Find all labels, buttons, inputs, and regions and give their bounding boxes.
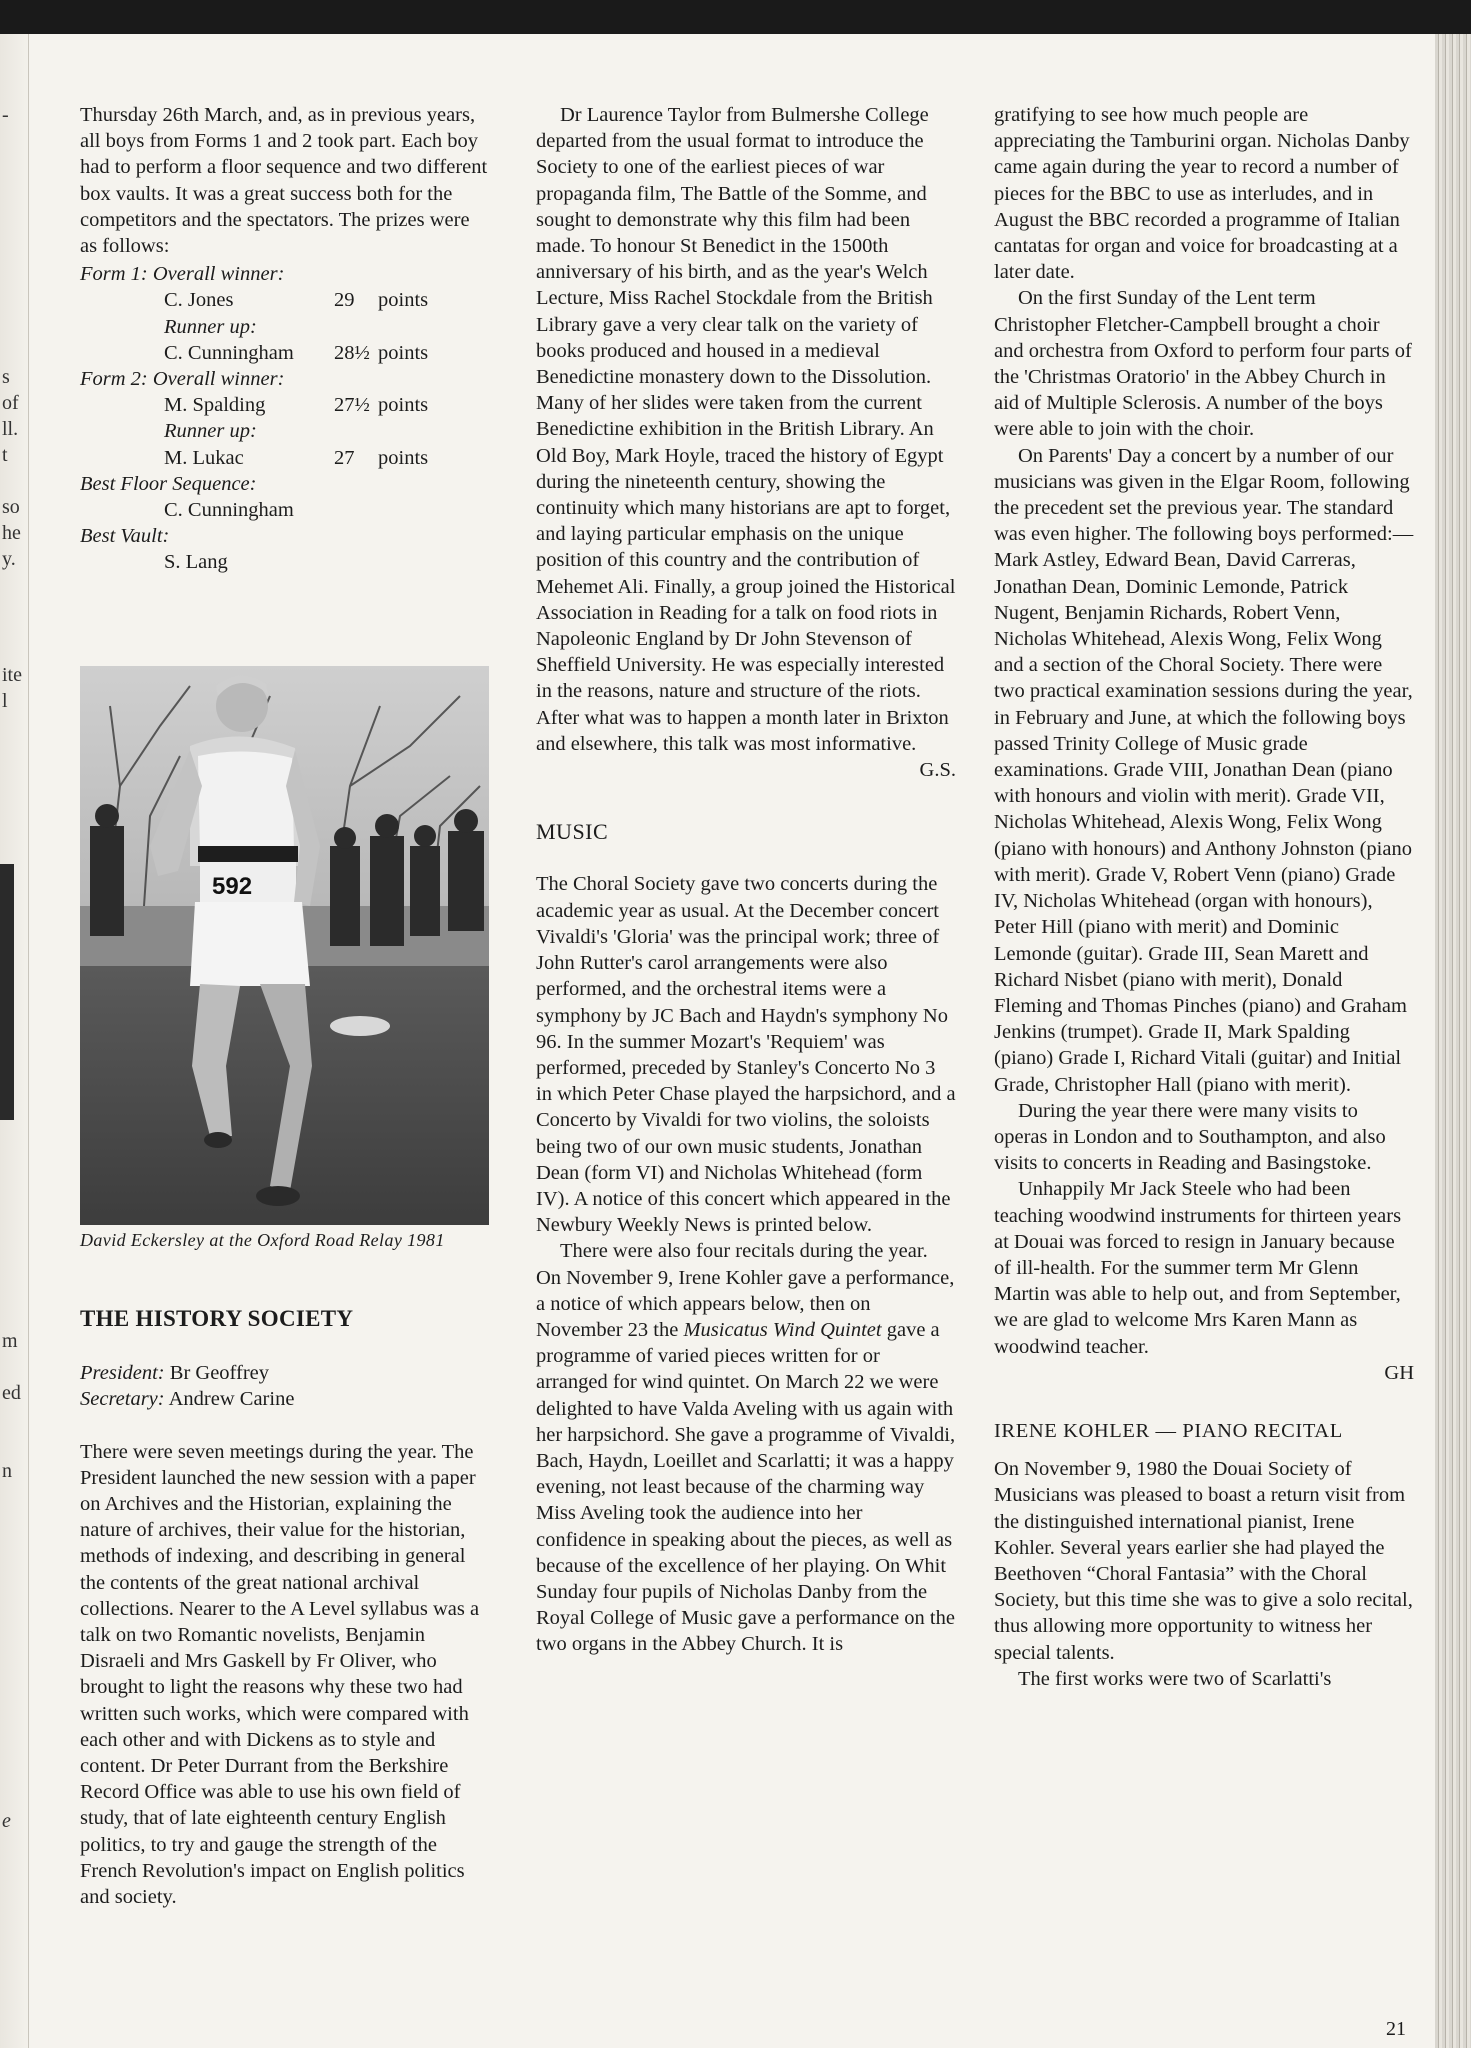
runner-up-label: Runner up: (164, 315, 257, 338)
edge-fragment: y. (2, 548, 16, 570)
music-heading: MUSIC (536, 819, 609, 845)
music-paragraph: The Choral Society gave two concerts during the academic year as usual. At the December concert Vivaldi's 'Gloria' was the principal work; three of John Rutter's carol arrangements were also performed, and the orchestral items were a symphony by JC Bach and Haydn's symphony No 96. In the summer Mozart's 'Requiem' was performed, preceded by Stanley's Concerto No 3 in which Peter Chase played the harpsichord, and a Concerto by Vivaldi for two violins, the soloists being two of our own music students, Jonathan Dean (form VI) and Nicholas Whitehead (form IV). A notice of this concert which appeared in the Newbury Weekly News is printed below. (536, 873, 956, 1237)
best-floor-label: Best Floor Sequence: (80, 472, 257, 495)
form2-label: Form 2: Overall winner: (80, 368, 285, 391)
prize-table (80, 261, 428, 575)
form1-label: Form 1: Overall winner: (80, 263, 285, 286)
runner-up-label: Runner up: (164, 420, 257, 443)
irene-kohler-heading: IRENE KOHLER — PIANO RECITAL (994, 1419, 1343, 1442)
secretary-name: Andrew Carine (168, 1388, 295, 1411)
points-unit: points (378, 446, 429, 469)
edge-fragment: e (2, 1810, 11, 1832)
best-vault-label: Best Vault: (80, 525, 170, 548)
irene-paragraph: The first works were two of Scarlatti's (1018, 1667, 1332, 1690)
president-name: Br Geoffrey (169, 1362, 270, 1385)
runner-bib-number: 592 (212, 873, 253, 900)
form2-winner: M. Spalding (164, 394, 266, 417)
edge-fragment: of (2, 392, 19, 414)
form2-winner-points: 27½ (334, 394, 370, 417)
gymnastics-intro: Thursday 26th March, and, as in previous years, all boys from Forms 1 and 2 took part. Each boy had to perform a floor sequence and two different box vaults. It was a great success both for the competitors and the spectators. The prizes were as follows: (80, 104, 488, 258)
form2-runner-points: 27 (334, 446, 355, 469)
form1-winner-points: 29 (334, 289, 355, 312)
edge-fragment: so (2, 496, 20, 518)
history-paragraph-continued: Dr Laurence Taylor from Bulmershe College departed from the usual format to introduce the Society to one of the earliest pieces of war propaganda film, The Battle of the Somme, and sought to demonstrate why this film had been made. To honour St Benedict in the 1500th anniversary of his birth, and as the year's Welch Lecture, Miss Rachel Stockdale from the British Library gave a very clear talk on the variety of books produced and housed in a medieval Benedictine monastery down to the Dissolution. Many of her slides were taken from the current Benedictine exhibition in the British Library. An Old Boy, Mark Hoyle, traced the history of Egypt during the nineteenth century, showing the continuity which many historians are apt to forget, and laying particular emphasis on the unique position of this country and the contribution of Mehemet Ali. Finally, a group joined the Historical Association in Reading for a talk on food riots in Napoleonic England by Dr John Stevenson of Sheffield University. He was especially interested in the reasons, nature and structure of the riots. After what was to happen a month later in Brixton and elsewhere, this talk was most informative. (536, 104, 956, 755)
runner-photo-illustration (80, 666, 489, 1225)
edge-fragment: ll. (2, 418, 19, 440)
edge-fragment: he (2, 522, 21, 544)
edge-fragment: n (2, 1460, 12, 1482)
edge-fragment: s (2, 366, 10, 388)
column-2 (536, 102, 956, 1658)
form1-runner: C. Cunningham (164, 341, 294, 364)
music-paragraph: On the first Sunday of the Lent term Christopher Fletcher-Campbell brought a choir and orchestra from Oxford to perform four parts of the 'Christmas Oratorio' in the Abbey Church in aid of Multiple Sclerosis. A number of the boys were able to join with the choir. (994, 287, 1412, 441)
best-vault-winner: S. Lang (164, 551, 228, 574)
music-paragraph-continued: gratifying to see how much people are appreciating the Tamburini organ. Nicholas Danby came again during the year to record a number of pieces for the BBC to use as interludes, and in August the BBC recorded a programme of Italian cantatas for organ and voice for broadcasting at a later date. (994, 104, 1410, 284)
page-number: 21 (1386, 2018, 1406, 2040)
column-1 (80, 102, 490, 576)
music-paragraph-part: gave a programme of varied pieces written for or arranged for wind quintet. On March 22 we were delighted to have Valda Aveling with us again with her harpsichord. She gave a programme of Vivaldi, Bach, Haydn, Loeillet and Scarlatti; it was a happy evening, not least because of the charming way Miss Aveling took the audience into her confidence in speaking about the pieces, as well as because of the excellence of her playing. On Whit Sunday four pupils of Nicholas Danby from the Royal College of Music gave a performance on the two organs in the Abbey Church. It is (536, 1318, 956, 1656)
photo-caption: David Eckersley at the Oxford Road Relay 1981 (80, 1230, 445, 1250)
form2-runner: M. Lukac (164, 446, 244, 469)
music-paragraph: On Parents' Day a concert by a number of our musicians was given in the Elgar Room, following the precedent set the previous year. The standard was even higher. The following boys performed:— Mark Astley, Edward Bean, David Carreras, Jonathan Dean, Dominic Lemonde, Patrick Nugent, Benjamin Richards, Robert Venn, Nicholas Whitehead, Alexis Wong, Felix Wong and a section of the Choral Society. There were two practical examination sessions during the year, in February and June, at which the following boys passed Trinity College of Music grade examinations. Grade VIII, Jonathan Dean (piano with honours and violin with merit). Grade VII, Nicholas Whitehead, Alexis Wong, Felix Wong (piano with honours) and Anthony Johnston (piano with merit). Grade V, Robert Venn (piano) Grade IV, Nicholas Whitehead (organ with honours), Peter Hill (piano with merit) and Dominic Lemonde (guitar). Grade III, Sean Marett and Richard Nisbet (piano with merit), Donald Fleming and Thomas Pinches (piano) and Graham Jenkins (trumpet). Grade II, Mark Spalding (piano) Grade I, Richard Vitali (guitar) and Initial Grade, Christopher Hall (piano with merit). (994, 444, 1414, 1096)
column-3 (994, 102, 1414, 1692)
points-unit: points (378, 341, 429, 364)
points-unit: points (378, 289, 429, 312)
best-floor-winner: C. Cunningham (164, 499, 294, 522)
history-signature: G.S. (919, 759, 956, 782)
music-paragraph: Unhappily Mr Jack Steele who had been teaching woodwind instruments for thirteen years at Douai was forced to resign in January because of ill-health. For the summer term Mr Glenn Martin was able to help out, and from September, we are glad to welcome Mrs Karen Mann as woodwind teacher. (994, 1178, 1402, 1358)
edge-fragment: ite (2, 664, 22, 686)
previous-page-edge (0, 34, 29, 2048)
music-paragraph-part: There were also four recitals during the year. On November 9, Irene Kohler gave a performance, a notice of which appears below, then on November 23 the (536, 1240, 955, 1341)
edge-fragment: - (2, 104, 9, 126)
edge-fragment: t (2, 444, 8, 466)
president-label: President: (80, 1362, 165, 1385)
history-paragraph: There were seven meetings during the year. The President launched the new session with a paper on Archives and the Historian, explaining the nature of archives, their value for the historian, methods of indexing, and describing in general the contents of the great national archival collections. Nearer to the A Level syllabus was a talk on two Romantic novelists, Benjamin Disraeli and Mrs Gaskell by Fr Oliver, who brought to light the reasons why these two had written such works, which were compared with each other and with Dickens as to style and content. Dr Peter Durrant from the Berkshire Record Office was able to use his own field of study, that of late eighteenth century English politics, to try and gauge the strength of the French Revolution's impact on English politics and society. (80, 1440, 480, 1909)
runner-photo (80, 666, 489, 1225)
history-society-section (80, 1306, 490, 1910)
irene-paragraph: On November 9, 1980 the Douai Society of Musicians was pleased to boast a return visit from the distinguished international pianist, Irene Kohler. Several years earlier she had played the Beethoven “Choral Fantasia” with the Choral Society, but this time she was to give a solo recital, thus allowing more opportunity to witness her special talents. (994, 1458, 1413, 1664)
form1-runner-points: 28½ (334, 341, 370, 364)
points-unit: points (378, 394, 429, 417)
photo-edge-bar (0, 864, 14, 1120)
music-paragraph: During the year there were many visits to operas in London and to Southampton, and also visits to concerts in Reading and Basingstoke. (994, 1099, 1386, 1175)
music-signature: GH (1384, 1361, 1414, 1384)
history-society-heading: THE HISTORY SOCIETY (80, 1306, 354, 1331)
wind-quintet-name: Musicatus Wind Quintet (683, 1318, 882, 1341)
edge-fragment: ed (2, 1382, 21, 1404)
edge-fragment: m (2, 1330, 18, 1352)
form1-winner: C. Jones (164, 289, 234, 312)
book-page-stack (1435, 34, 1471, 2048)
secretary-label: Secretary: (80, 1388, 165, 1411)
edge-fragment: l (2, 690, 8, 712)
